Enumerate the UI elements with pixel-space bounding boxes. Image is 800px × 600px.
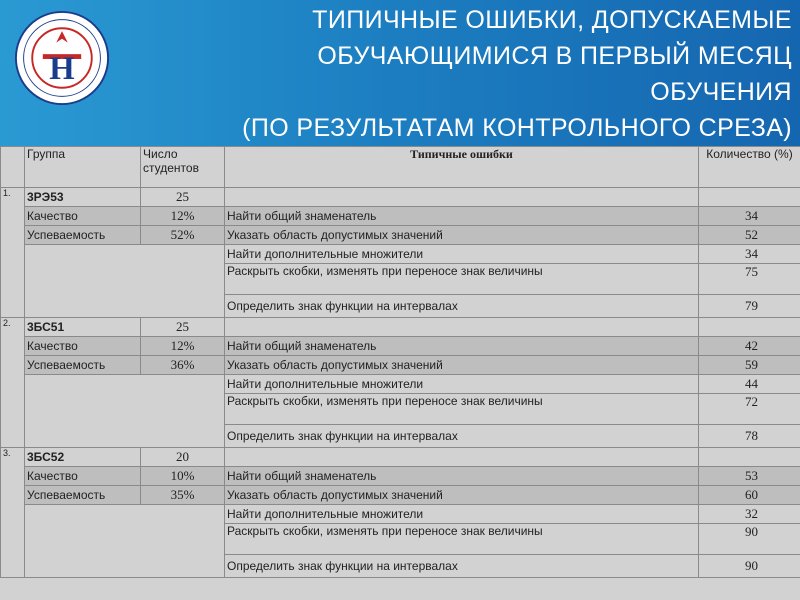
title-line-1: ТИПИЧНЫЕ ОШИБКИ, ДОПУСКАЕМЫЕ <box>312 6 792 34</box>
error-text: Найти общий знаменатель <box>225 337 699 356</box>
slide-title <box>202 2 792 146</box>
group-number: 3. <box>1 448 25 578</box>
group-block-3 <box>1 448 800 578</box>
error-pct: 53 <box>699 467 800 486</box>
error-pct: 78 <box>699 425 800 448</box>
error-text: Найти дополнительные множители <box>225 245 699 264</box>
empty-cell <box>225 318 699 337</box>
error-text: Указать область допустимых значений <box>225 486 699 505</box>
table-row <box>1 226 800 245</box>
empty-cell <box>25 245 225 318</box>
table-row <box>1 375 800 394</box>
quality-label: Качество <box>25 467 141 486</box>
errors-table <box>0 146 800 578</box>
table-row <box>1 356 800 375</box>
error-pct: 32 <box>699 505 800 524</box>
header-errors: Типичные ошибки <box>225 147 699 188</box>
svg-text:Н: Н <box>49 51 75 88</box>
error-pct: 52 <box>699 226 800 245</box>
slide-header <box>0 0 800 146</box>
error-text: Указать область допустимых значений <box>225 356 699 375</box>
error-pct: 79 <box>699 295 800 318</box>
table-row <box>1 207 800 226</box>
empty-cell <box>25 375 225 448</box>
empty-cell <box>699 318 800 337</box>
group-name: 3БС51 <box>25 318 141 337</box>
progress-label: Успеваемость <box>25 486 141 505</box>
table-row <box>1 486 800 505</box>
error-text: Определить знак функции на интервалах <box>225 555 699 578</box>
error-text: Найти дополнительные множители <box>225 505 699 524</box>
group-name: 3БС52 <box>25 448 141 467</box>
empty-cell <box>699 448 800 467</box>
quality-value: 12% <box>141 207 225 226</box>
group-block-2 <box>1 318 800 448</box>
progress-label: Успеваемость <box>25 226 141 245</box>
title-line-2: ОБУЧАЮЩИМИСЯ В ПЕРВЫЙ МЕСЯЦ <box>317 42 792 70</box>
error-pct: 44 <box>699 375 800 394</box>
header-students: Число студентов <box>141 147 225 188</box>
student-count: 25 <box>141 188 225 207</box>
error-text: Раскрыть скобки, изменять при переносе знак величины <box>225 394 699 425</box>
header-num <box>1 147 25 188</box>
table-row <box>1 505 800 524</box>
title-line-4: (ПО РЕЗУЛЬТАТАМ КОНТРОЛЬНОГО СРЕЗА) <box>242 114 792 142</box>
error-text: Указать область допустимых значений <box>225 226 699 245</box>
empty-cell <box>225 448 699 467</box>
table-row <box>1 245 800 264</box>
progress-value: 36% <box>141 356 225 375</box>
error-text: Найти дополнительные множители <box>225 375 699 394</box>
error-pct: 42 <box>699 337 800 356</box>
error-pct: 72 <box>699 394 800 425</box>
error-text: Раскрыть скобки, изменять при переносе знак величины <box>225 264 699 295</box>
header-group: Группа <box>25 147 141 188</box>
progress-value: 52% <box>141 226 225 245</box>
group-number: 2. <box>1 318 25 448</box>
quality-label: Качество <box>25 337 141 356</box>
error-text: Определить знак функции на интервалах <box>225 295 699 318</box>
college-logo-icon <box>14 10 110 106</box>
group-number: 1. <box>1 188 25 318</box>
error-pct: 60 <box>699 486 800 505</box>
empty-cell <box>25 505 225 578</box>
group-block-1 <box>1 188 800 318</box>
progress-label: Успеваемость <box>25 356 141 375</box>
error-pct: 90 <box>699 555 800 578</box>
error-text: Найти общий знаменатель <box>225 207 699 226</box>
table-row <box>1 188 800 207</box>
error-text: Найти общий знаменатель <box>225 467 699 486</box>
header-count: Количество (%) <box>699 147 800 188</box>
group-name: 3РЭ53 <box>25 188 141 207</box>
empty-cell <box>699 188 800 207</box>
error-pct: 90 <box>699 524 800 555</box>
table-row <box>1 318 800 337</box>
error-pct: 34 <box>699 245 800 264</box>
progress-value: 35% <box>141 486 225 505</box>
error-pct: 59 <box>699 356 800 375</box>
table-row <box>1 467 800 486</box>
error-pct: 75 <box>699 264 800 295</box>
error-pct: 34 <box>699 207 800 226</box>
student-count: 25 <box>141 318 225 337</box>
empty-cell <box>225 188 699 207</box>
student-count: 20 <box>141 448 225 467</box>
table-row <box>1 337 800 356</box>
error-text: Раскрыть скобки, изменять при переносе знак величины <box>225 524 699 555</box>
quality-label: Качество <box>25 207 141 226</box>
quality-value: 10% <box>141 467 225 486</box>
title-line-3: ОБУЧЕНИЯ <box>650 78 792 106</box>
quality-value: 12% <box>141 337 225 356</box>
error-text: Определить знак функции на интервалах <box>225 425 699 448</box>
table-row <box>1 448 800 467</box>
